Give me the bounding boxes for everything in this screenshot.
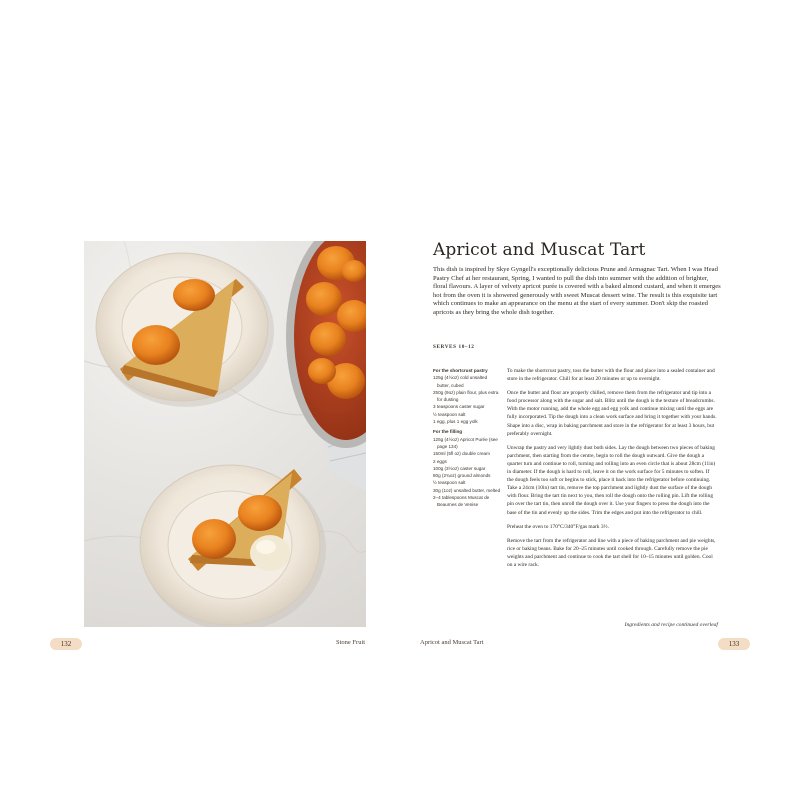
page-number-right: 133 xyxy=(718,638,750,650)
ingredients-list xyxy=(433,367,501,509)
page-number-left: 132 xyxy=(50,638,82,650)
ingredient-item: 1 egg, plus 1 egg yolk xyxy=(433,419,478,425)
ingredient-item: ½ teaspoon salt xyxy=(433,480,466,486)
baking-dish-icon xyxy=(286,241,366,448)
ingredient-item: 150ml (5fl oz) double cream xyxy=(433,451,490,457)
ingredient-item: 125g (4½oz) Apricot Purée (see page 134) xyxy=(433,436,498,449)
ingredient-item: 30g (1oz) unsalted butter, melted xyxy=(433,487,501,493)
ingredient-item: 2 eggs xyxy=(433,458,447,464)
method-step: Remove the tart from the refrigerator and line with a piece of baking parchment and pie weights, rice or baking beans. Bake for 20–25 minutes until cooked through. Carefully remove the pie weights and parchment and continue to cook the tart shell for 10–15 minutes until golden. Cool on a wire rack. xyxy=(507,537,716,568)
roasted-apricot-icon xyxy=(173,279,215,311)
method-steps xyxy=(507,367,717,575)
ingredient-item: 2–4 tablespoons Muscat de Beaurnes de Venise xyxy=(433,495,490,508)
ingredient-item: 125g (4½oz) cold unsalted butter, cubed xyxy=(433,375,488,388)
ingredient-item: 100g (3½oz) caster sugar xyxy=(433,465,486,471)
ingredient-item: 3 teaspoons caster sugar xyxy=(433,404,485,410)
method-step: Once the butter and flour are properly chilled, remove them from the refrigerator and tip into a food processor along with the sugar and salt. Blitz until the dough is the texture of breadcrumbs. With the motor running, add the whole egg and egg yolk and continue mixing until the eggs are fully incorporated. Tip the dough into a clean work surface and bring it together with your hands. Shape into a disc, wrap in baking parchment and store in the refrigerator for at least 3 hours, but preferably overnight. xyxy=(507,390,717,437)
ingredient-item: 250g (9oz) plain flour, plus extra for dusting xyxy=(433,389,499,403)
ingredient-item: 80g (2¾oz) ground almonds xyxy=(433,473,491,479)
roasted-apricot-icon xyxy=(238,495,282,531)
serves-label: SERVES 10–12 xyxy=(433,344,475,350)
method-step: To make the shortcrust pastry, toss the butter with the flour and place into a sealed container and store in the refrigerator. Chill for at least 20 minutes or up to overnight. xyxy=(507,368,715,383)
roasted-apricot-icon xyxy=(192,519,236,559)
running-head-right: Apricot and Muscat Tart xyxy=(420,639,484,646)
method-step: Unwrap the pastry and very lightly dust both sides. Lay the dough between two pieces of baking parchment, then starting from the centre, begin to roll the dough outward. Give the dough a quarter turn and continue to roll, turning and rolling into an even circle that is about 28cm (11in) in diameter. If the dough is hard to roll, leave it on the work surface for 5 minutes to soften. If the dough feels too soft or begins to stick, place it back into the refrigerator before continuing. Take a 24cm (10in) tart tin, remove the top parchment and lightly dust the surface of the dough with flour. Bring the tart tin next to you, then roll the dough onto the rolling pin. Lift the rolling pin over the tart tin, then unroll the dough over it. Use your fingers to press the dough into the base of the tin and evenly up the sides. Trim the edges and put into the refrigerator to chill. xyxy=(507,444,716,516)
recipe-title: Apricot and Muscat Tart xyxy=(433,240,646,260)
continued-note: Ingredients and recipe continued overleaf xyxy=(624,622,718,628)
running-head-left: Stone Fruit xyxy=(336,639,366,646)
roasted-apricot-icon xyxy=(132,325,180,365)
recipe-intro: This dish is inspired by Skye Gyngell's exceptionally delicious Prune and Armagnac Tart. When I was Head Pastry Chef at her restaurant, Spring, I wanted to pull the dish into summer with the addition of brighter, floral flavours. A layer of velvety apricot purée is covered with a baked almond custard, and when it emerges hot from the oven it is showered generously with sweet Muscat dessert wine. The result is this exquisite tart which continues to make an appearance on the menu at the start of every summer. Don't skip the roasted apricots as they bring the whole dish together. xyxy=(433,266,721,316)
method-step: Preheat the oven to 170°C/340°F/gas mark 3½. xyxy=(507,523,609,530)
ingredient-group-heading: For the shortcrust pastry xyxy=(433,368,488,373)
cream-dollop-icon xyxy=(250,535,290,571)
ingredient-group-heading: For the filling xyxy=(433,429,463,435)
tart-photo-illustration xyxy=(84,241,366,627)
ingredient-item: ½ teaspoon salt xyxy=(433,411,466,417)
recipe-photo xyxy=(84,241,366,627)
